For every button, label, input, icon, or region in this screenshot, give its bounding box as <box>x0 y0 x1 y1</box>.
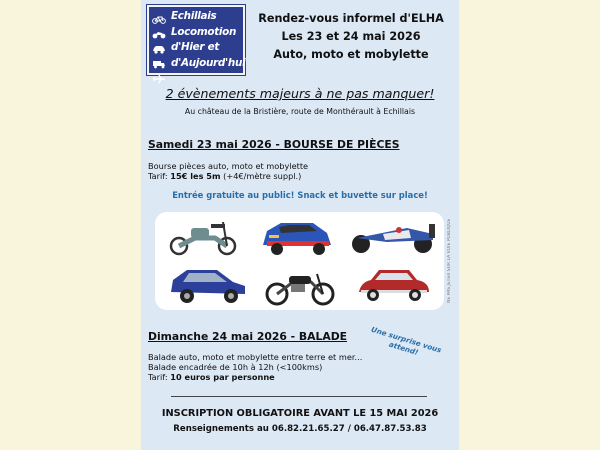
sunday-schedule: Balade encadrée de 10h à 12h (<100kms) <box>148 362 323 372</box>
car-icon <box>151 41 167 56</box>
logo-icon-column <box>151 11 167 86</box>
event-flyer <box>141 0 459 450</box>
sunday-tarif: Tarif: 10 euros par personne <box>148 372 275 382</box>
vehicle-photo-panel <box>155 212 444 310</box>
moped-photo <box>165 216 239 256</box>
sunday-title: Dimanche 24 mai 2026 - BALADE <box>148 330 348 343</box>
logo-line: d'Hier et <box>171 41 219 53</box>
hatchback-photo <box>167 262 249 306</box>
motorcycle-photo <box>263 264 337 306</box>
sunday-description: Balade auto, moto et mobylette entre terre et mer... <box>148 352 363 362</box>
truck-icon <box>151 56 167 71</box>
contact-phones: Renseignements au 06.82.21.65.27 / 06.47.87.53.83 <box>173 424 427 434</box>
logo-line: d'Aujourd'hui <box>171 56 246 69</box>
surprise-note: Une surprise vous attend! <box>370 324 443 358</box>
event-location: Au château de la Bristière, route de Monthérault à Echillais <box>184 107 416 116</box>
header-title: Rendez-vous informel d'ELHA <box>258 12 444 25</box>
logo-text <box>171 9 245 71</box>
formula-car-photo <box>347 220 439 256</box>
registration-deadline: INSCRIPTION OBLIGATOIRE AVANT LE 15 MAI 2026 <box>161 408 439 419</box>
header-dates: Les 23 et 24 mai 2026 <box>281 30 421 43</box>
race-car-photo <box>259 215 335 259</box>
side-legal-note: NE PAS JETER SUR LA VOIE PUBLIQUE <box>447 218 452 303</box>
saturday-tarif: Tarif: 15€ les 5m (+4€/mètre suppl.) <box>148 171 302 181</box>
elha-logo <box>147 5 245 75</box>
free-entry-note: Entrée gratuite au public! Snack et buvette sur place! <box>172 190 428 200</box>
footer-divider <box>171 396 427 397</box>
bicycle-icon <box>151 11 167 26</box>
header-subtitle: Auto, moto et mobylette <box>273 48 429 61</box>
tagline: 2 évènements majeurs à ne pas manquer! <box>165 86 435 101</box>
logo-line: Locomotion <box>171 25 237 38</box>
event-header <box>249 10 453 64</box>
saturday-title: Samedi 23 mai 2026 - BOURSE DE PIÈCES <box>148 138 400 151</box>
vintage-car-photo <box>355 262 433 306</box>
saturday-description: Bourse pièces auto, moto et mobylette <box>148 161 309 171</box>
motorbike-icon <box>151 26 167 41</box>
logo-line: Echillais <box>171 10 217 22</box>
airplane-icon <box>151 71 167 86</box>
